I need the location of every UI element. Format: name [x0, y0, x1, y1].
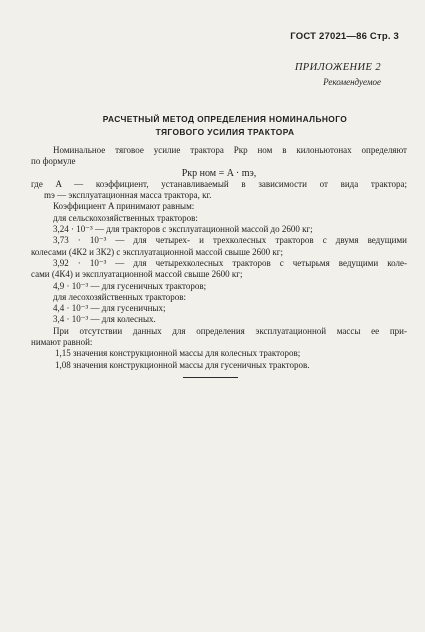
- agri-item-3a: 3,92 · 10⁻³ — для четырехколесных тракторов с четырьмя ведущими коле-: [53, 257, 407, 268]
- agri-item-2a: 3,73 · 10⁻³ — для четырех- и трехколесных тракторов с двумя ведущими: [53, 235, 407, 246]
- appendix-block: [295, 62, 381, 87]
- appendix-status: Рекомендуемое: [323, 77, 381, 87]
- appendix-label: ПРИЛОЖЕНИЕ 2: [294, 62, 381, 73]
- forest-header: для лесохозяйственных тракторов:: [53, 291, 187, 302]
- forest-item-2: 3,4 · 10⁻³ — для колесных.: [53, 314, 156, 325]
- where-line-1: где A — коэффициент, устанавливаемый в зависимости от вида трактора;: [31, 178, 407, 189]
- agri-item-1: 3,24 · 10⁻³ — для тракторов с эксплуатационной массой до 2600 кг;: [53, 224, 313, 235]
- agri-header: для сельскохозяйственных тракторов:: [53, 212, 198, 223]
- formula: Pкр ном = A · mэ,: [181, 167, 257, 179]
- title-line-1: РАСЧЕТНЫЙ МЕТОД ОПРЕДЕЛЕНИЯ НОМИНАЛЬНОГО: [102, 114, 348, 124]
- absent-line-2: нимают равной:: [31, 337, 93, 348]
- intro-line-1: Номинальное тяговое усилие трактора Pкр ном в килоньютонах определяют: [53, 145, 407, 155]
- page-header: ГОСТ 27021—86 Стр. 3: [290, 31, 399, 42]
- agri-item-2b: колесами (4К2 и 3К2) с эксплуатационной массой свыше 2600 кг;: [31, 246, 283, 257]
- agri-item-3b: сами (4К4) и эксплуатационной массой свыше 2600 кг;: [31, 269, 243, 280]
- absent-line-1: При отсутствии данных для определения эксплуатационной массы ее при-: [53, 325, 407, 336]
- end-rule: [183, 377, 238, 378]
- intro-line-2: по формуле: [31, 156, 76, 167]
- forest-item-1: 4,4 · 10⁻³ — для гусеничных;: [53, 303, 166, 314]
- mass-item-1: 1,15 значения конструкционной массы для колесных тракторов;: [55, 348, 301, 359]
- coefficient-intro: Коэффициент A принимают равным:: [53, 201, 195, 212]
- mass-item-2: 1,08 значения конструкционной массы для гусеничных тракторов.: [55, 359, 310, 370]
- where-line-2: mэ — эксплуатационная масса трактора, кг.: [44, 190, 212, 201]
- title-line-2: ТЯГОВОГО УСИЛИЯ ТРАКТОРА: [155, 127, 295, 137]
- section-title: [60, 113, 390, 139]
- document-body: [31, 145, 407, 371]
- agri-item-4: 4,9 · 10⁻³ — для гусеничных тракторов;: [53, 280, 207, 291]
